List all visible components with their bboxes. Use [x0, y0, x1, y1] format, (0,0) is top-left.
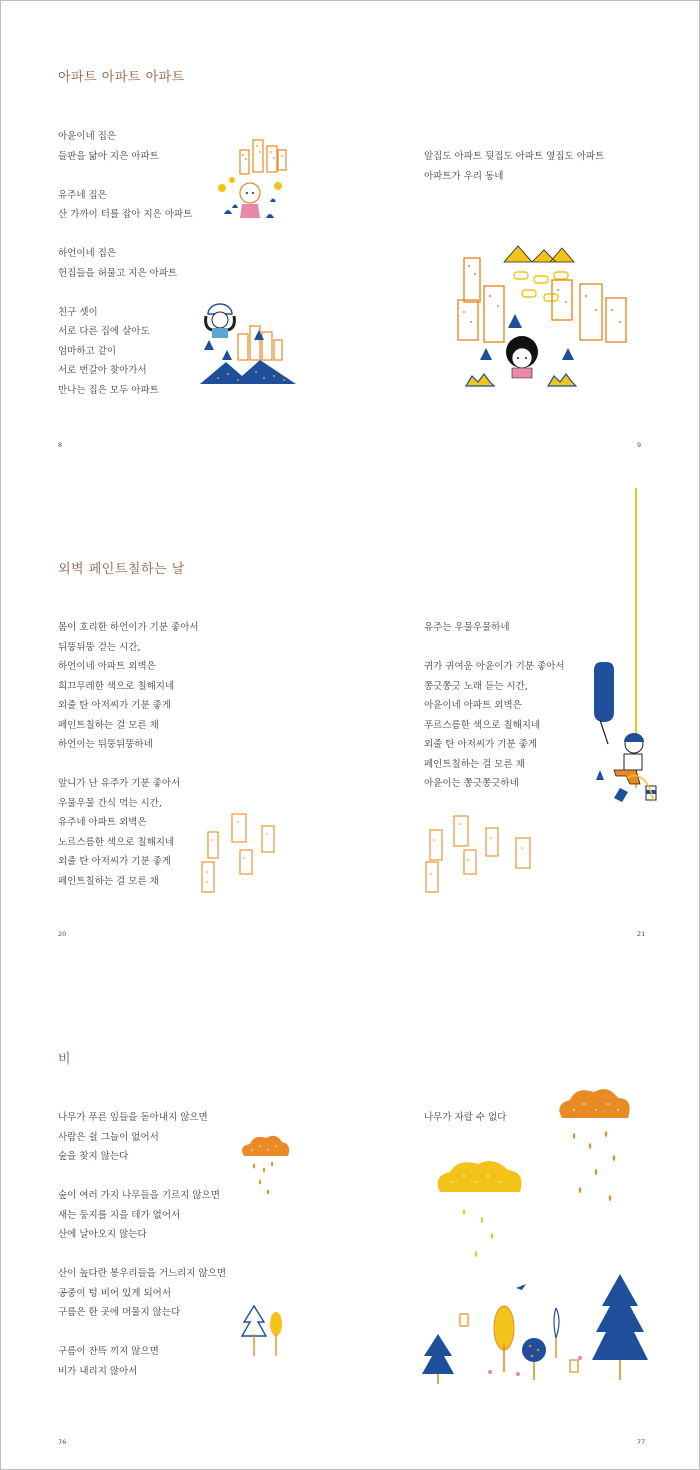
poem-line: 귀가 귀여운 아윤이가 기분 좋아서 [424, 661, 565, 672]
buildings-illustration [200, 810, 280, 894]
poem-line: 엄마하고 같이 [58, 345, 117, 357]
page-number: 9 [637, 441, 642, 449]
trees-illustration [242, 1304, 290, 1360]
poem-line: 우물우물 간식 먹는 시간, [58, 797, 162, 809]
poem-line: 앞집도 아파트 뒷집도 아파트 옆집도 아파트 [424, 151, 605, 162]
poem-left-column [58, 127, 192, 400]
poem-line: 만나는 집은 모두 아파트 [58, 384, 159, 396]
spread-title: 비 [58, 1052, 72, 1067]
poem-line: 몸이 호리한 하언이가 기분 좋아서 [58, 622, 199, 633]
poem-line: 산이 높다란 봉우리들을 거느리지 않으면 [58, 1268, 227, 1279]
poem-line: 외줄 탄 아저씨가 기분 좋게 [424, 739, 538, 750]
spread-apartment [0, 0, 700, 470]
page-number: 8 [58, 441, 63, 449]
poem-line: 나무가 푸른 잎들을 돋아내지 않으면 [58, 1112, 208, 1123]
girl-city-illustration [456, 240, 642, 396]
poem-line: 나무가 자랄 수 없다 [424, 1112, 507, 1123]
poem-line: 산 가까이 터를 잡아 지은 아파트 [58, 209, 193, 220]
poem-line: 하언이네 아파트 외벽은 [58, 661, 156, 672]
poem-line: 유주네 집은 [58, 189, 107, 201]
poem-left-column [58, 1108, 226, 1381]
poem-line: 새는 둥지를 지을 데가 없어서 [58, 1209, 181, 1221]
poem-line: 아파트가 우리 동네 [424, 170, 504, 182]
poem-line: 유주네 아파트 외벽은 [58, 817, 147, 828]
poem-line: 아윤이네 아파트 외벽은 [424, 700, 522, 711]
poem-line: 헌집들을 허물고 지은 아파트 [58, 267, 178, 279]
page-number: 76 [58, 1438, 67, 1446]
buildings-illustration [424, 810, 544, 894]
poem-line: 페인트칠하는 걸 모른 채 [424, 758, 525, 770]
poem-line: 공중이 텅 비어 있게 되어서 [58, 1287, 172, 1299]
painter-rope-illustration [580, 488, 670, 818]
spread-rain [0, 960, 700, 1470]
poem-line: 숲이 여러 가지 나무들을 기르지 않으면 [58, 1190, 220, 1201]
page-number: 21 [637, 930, 646, 938]
poem-line: 서로 다른 집에 살아도 [58, 326, 150, 337]
poem-line: 서로 번갈아 찾아가서 [58, 365, 147, 376]
poem-line: 푸르스름한 색으로 칠해지네 [424, 719, 541, 731]
poem-line: 하언이네 집은 [58, 248, 117, 259]
spread-painting [0, 470, 700, 960]
poem-line: 뒤뚱뒤뚱 걷는 시간, [58, 641, 141, 653]
poem-line: 쫑긋쫑긋 노래 듣는 시간, [424, 680, 528, 692]
boy-mountains-illustration [198, 296, 298, 388]
poem-right-column [424, 147, 604, 186]
spread-title: 아파트 아파트 아파트 [58, 70, 185, 85]
poem-line: 페인트칠하는 걸 모른 채 [58, 719, 159, 731]
page-number: 77 [637, 1438, 646, 1446]
poem-line: 사람은 쉴 그늘이 없어서 [58, 1131, 159, 1143]
girl-flowers-illustration [212, 136, 292, 228]
poem-line: 하언이는 뒤뚱뒤뚱하네 [58, 739, 153, 750]
page-number: 20 [58, 930, 67, 938]
poem-line: 아윤이는 쫑긋쫑긋하네 [424, 778, 519, 789]
rain-forest-illustration [420, 1088, 656, 1388]
poem-line: 구름이 잔뜩 끼지 않으면 [58, 1346, 159, 1357]
poem-line: 비가 내리지 않아서 [58, 1365, 138, 1377]
poem-line: 아윤이네 집은 [58, 131, 117, 142]
poem-left-column [58, 618, 199, 891]
poem-right-column [424, 618, 565, 794]
poem-line: 유주는 우물우물하네 [424, 622, 510, 633]
poem-line: 산에 날아오지 않는다 [58, 1229, 147, 1240]
poem-line: 앞니가 난 유주가 기분 좋아서 [58, 778, 181, 789]
rain-cloud-illustration [238, 1134, 290, 1204]
poem-line: 페인트칠하는 걸 모른 채 [58, 875, 159, 887]
poem-line: 숲을 찾지 않는다 [58, 1151, 129, 1162]
poem-line: 친구 셋이 [58, 306, 98, 318]
poem-line: 구름은 한 곳에 머물지 않는다 [58, 1307, 181, 1318]
poem-line: 희끄무레한 색으로 칠해지네 [58, 680, 175, 692]
poem-line: 외줄 탄 아저씨가 기분 좋게 [58, 700, 172, 711]
spread-title: 외벽 페인트칠하는 날 [58, 562, 185, 577]
poem-line: 노르스름한 색으로 칠해지네 [58, 836, 175, 848]
poem-line: 들판을 닮아 지은 아파트 [58, 150, 159, 162]
poem-line: 외줄 탄 아저씨가 기분 좋게 [58, 856, 172, 867]
